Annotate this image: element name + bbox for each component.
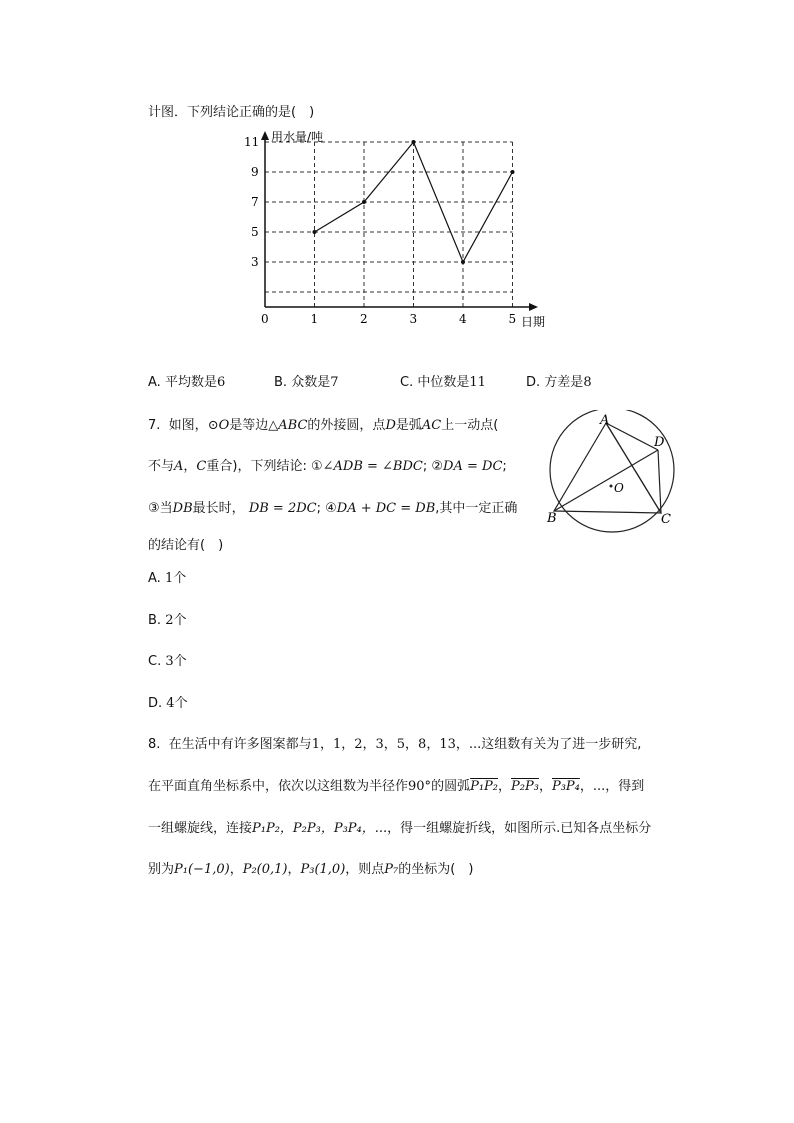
data-point bbox=[461, 260, 465, 264]
q8-line-1: 8. 在生活中有许多图案都与1，1，2，3，5，8，13，...这组数有关为了进一步研究, bbox=[148, 737, 642, 752]
q7-circle-figure bbox=[540, 410, 690, 555]
q7-line-2: 不与A，C重合)，下列结论: ①∠ADB = ∠BDC; ②DA = DC; bbox=[148, 459, 507, 474]
center-o-dot bbox=[610, 485, 613, 488]
q6-option-a[interactable]: A. 平均数是6 bbox=[148, 375, 226, 390]
y-tick-label: 5 bbox=[251, 225, 259, 239]
segment-dc bbox=[658, 450, 661, 513]
q6-option-c[interactable]: C. 中位数是11 bbox=[400, 375, 486, 390]
y-tick-label: 3 bbox=[251, 255, 259, 269]
x-tick-label: 3 bbox=[409, 312, 418, 326]
y-axis-arrow bbox=[261, 131, 269, 140]
x-tick-label: 4 bbox=[459, 312, 467, 326]
x-axis-label: 日期 bbox=[521, 315, 546, 329]
q7-line-4: 的结论有( ) bbox=[148, 538, 224, 553]
chart-ticks bbox=[244, 135, 516, 326]
chart-axes bbox=[261, 131, 538, 311]
circumcircle bbox=[550, 410, 674, 532]
q8-line-2: 在平面直角坐标系中，依次以这组数为半径作90°的圆弧P₁P₂，P₂P₃，P₃P₄，...，得到 bbox=[148, 779, 645, 794]
label-d: D bbox=[654, 435, 665, 450]
chart-grid bbox=[265, 142, 513, 307]
q7-line-3: ③当DB最长时， DB = 2DC; ④DA + DC = DB,其中一定正确 bbox=[148, 501, 518, 516]
data-point bbox=[511, 170, 515, 174]
y-tick-label: 11 bbox=[244, 135, 260, 149]
q6-option-d[interactable]: D. 方差是8 bbox=[526, 375, 592, 390]
x-tick-label: 0 bbox=[261, 312, 269, 326]
question-6-tail: 计图．下列结论正确的是( ) bbox=[148, 105, 315, 120]
x-tick-label: 1 bbox=[310, 312, 319, 326]
q6-option-b[interactable]: B. 众数是7 bbox=[274, 375, 339, 390]
data-point bbox=[313, 230, 317, 234]
triangle-abc bbox=[554, 423, 661, 513]
q7-line-1: 7. 如图，⊙O是等边△ABC的外接圆，点D是弧AC上一动点( bbox=[148, 418, 499, 433]
q7-option-a[interactable]: A. 1个 bbox=[148, 571, 187, 586]
label-c: C bbox=[661, 512, 671, 527]
q7-option-c[interactable]: C. 3个 bbox=[148, 654, 187, 669]
data-point bbox=[412, 140, 416, 144]
water-usage-chart bbox=[240, 125, 560, 335]
label-b: B bbox=[547, 511, 557, 526]
y-tick-label: 7 bbox=[251, 195, 259, 209]
label-o: O bbox=[614, 481, 624, 495]
q8-line-3: 一组螺旋线，连接P₁P₂，P₂P₃，P₃P₄，...，得一组螺旋折线，如图所示.已知各点坐标分 bbox=[148, 821, 652, 836]
y-tick-label: 9 bbox=[251, 165, 259, 179]
y-axis-label: 用水量/吨 bbox=[271, 130, 324, 144]
data-point bbox=[362, 200, 366, 204]
q7-option-b[interactable]: B. 2个 bbox=[148, 613, 187, 628]
q7-option-d[interactable]: D. 4个 bbox=[148, 696, 188, 711]
segment-bd bbox=[554, 450, 658, 511]
x-tick-label: 2 bbox=[360, 312, 368, 326]
segment-ac bbox=[606, 423, 661, 513]
q8-line-4: 别为P₁(−1,0)，P₂(0,1)，P₃(1,0)，则点P₇的坐标为( ) bbox=[148, 862, 474, 877]
label-a: A bbox=[600, 413, 610, 428]
x-tick-label: 5 bbox=[508, 312, 517, 326]
x-axis-arrow bbox=[529, 303, 538, 311]
